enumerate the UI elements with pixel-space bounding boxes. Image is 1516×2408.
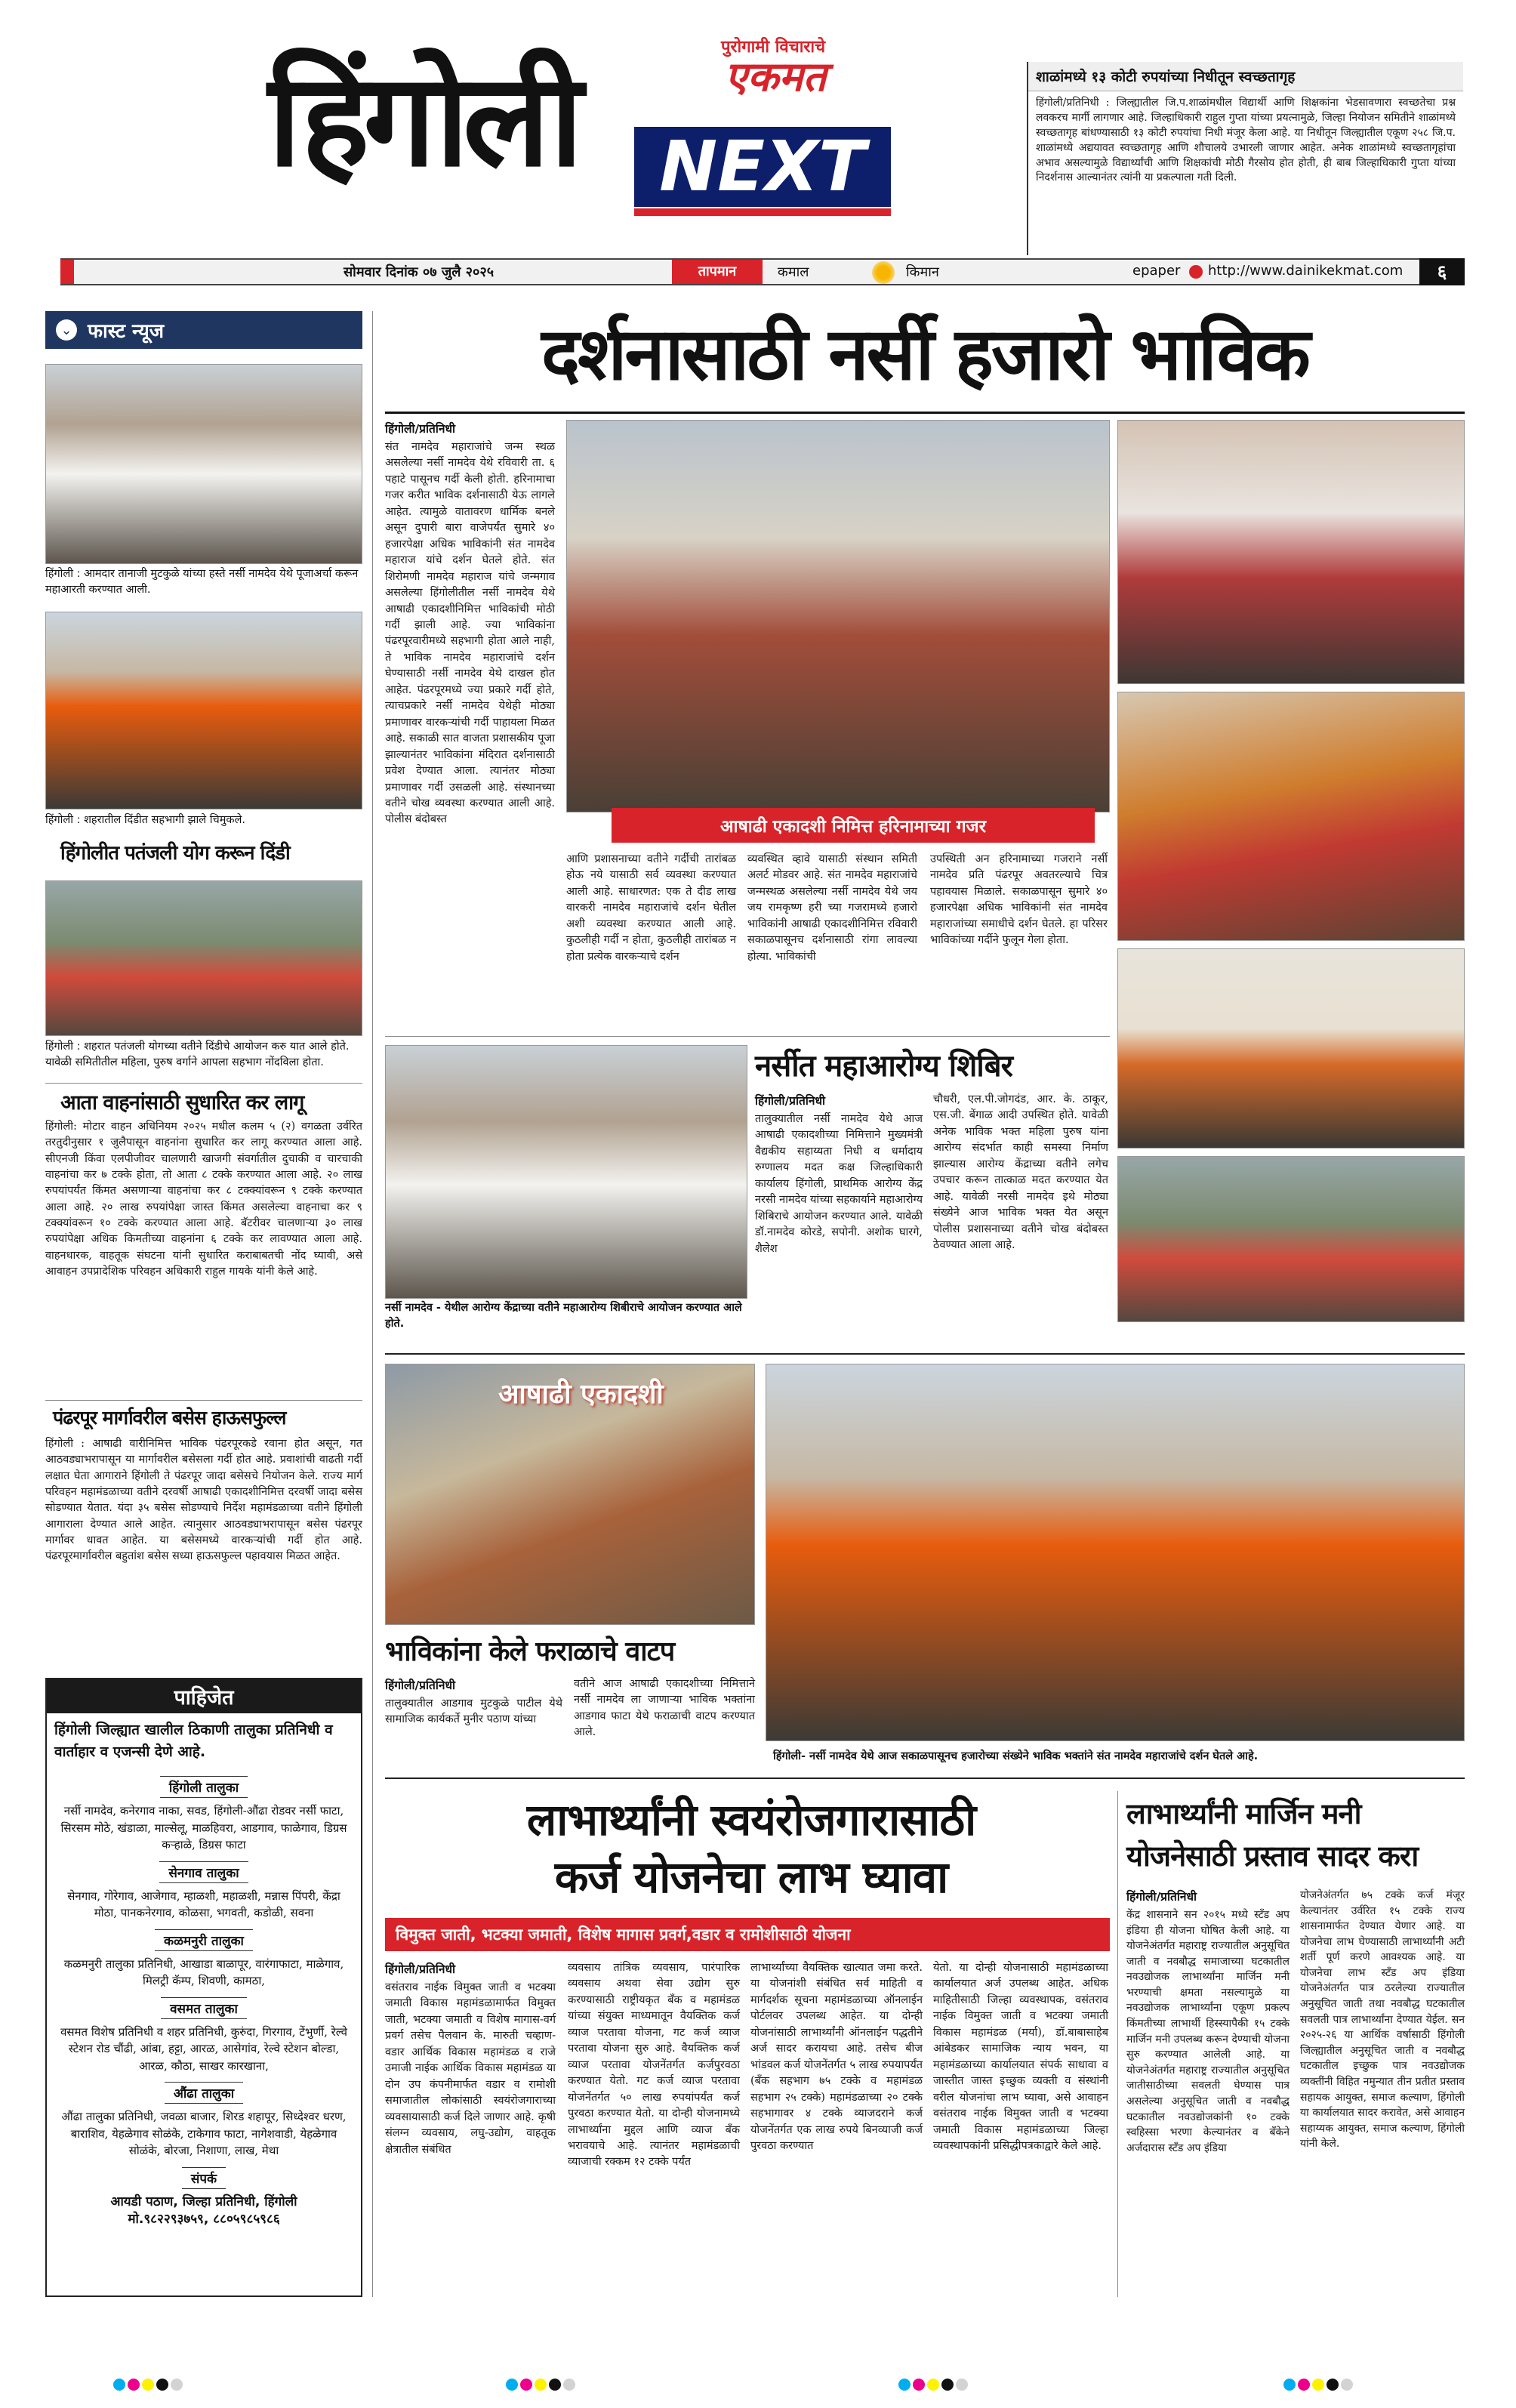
left-column-rule xyxy=(372,311,373,2297)
tax-body: हिंगोली: मोटार वाहन अधिनियम २०२५ मधील कलम ५ (२) वगळता उर्वरित तरतुदीनुसार १ जुलैपासून वाहनांना सुधारित कर लागू करण्यात आला आहे. सीएनजी किंवा एलपीजीवर चालणारी खाजगी संवर्गातील दुचाकी व चारचाकी वाहनांचा कर ७ टक्के होता, तो आता ८ टक्के करण्यात आला आहे. २० लाख रुपयांपर्यंत किंमत असणाऱ्या वाहनांचा कर ८ टक्क्यांवरून ९ टक्के करण्यात आला आहे. २० लाख रुपयांपेक्षा जास्त किंमत असलेल्या वाहनाचा कर ९ टक्क्यांवरून १० टक्के करण्यात आला आहे. बॅटरीवर चालणाऱ्या ३० लाख रुपयांपेक्षा अधिक किमतीच्या वाहनांना ६ टक्के कर लावण्यात आला आहे. वाहनधारक, वाहतूक संघटना यांनी सुधारित कराबाबतची नोंद घ्यावी, असे आवाहन उपप्रादेशिक परिवहन अधिकारी राहुल गायके यांनी केले आहे. xyxy=(45,1121,362,1278)
registration-marks-3 xyxy=(898,2379,970,2391)
lead-headline: दर्शनासाठी नर्सी हजारो भाविक xyxy=(541,312,1308,396)
next-logo: NEXT xyxy=(634,127,891,207)
photo-yoga-dindi xyxy=(45,880,362,1036)
wanted-body: हिंगोली जिल्ह्यात खालील ठिकाणी तालुका प्रतिनिधी व वार्ताहार व एजन्सी देणे आहे. xyxy=(54,1722,333,1760)
registration-marks-2 xyxy=(506,2379,578,2391)
divider-bus xyxy=(45,1400,362,1401)
fruit-text-1: तालुक्यातील आडगाव मुटकुळे पाटील येथे सामाजिक कार्यकर्ते मुनीर पठाण यांच्या xyxy=(385,1697,562,1726)
masthead-title: हिंगोली xyxy=(268,46,578,196)
reg-dot xyxy=(913,2379,925,2391)
wanted-ad xyxy=(45,1678,362,2297)
margin-text-1: केंद्र शासनाने सन २०१५ मध्ये स्टँड अप इंडिया ही योजना घोषित केली आहे. या योजनेअंतर्गत महाराष्ट्र राज्यातील अनुसूचित जाती व नवबौद्ध समाजाच्या घटकातील नवउद्योजक लाभार्थ्यांना मार्जिन मनी भरण्याची क्षमता नसल्यामुळे या नवउद्योजक लाभार्थ्यांना एकूण प्रकल्प किंमतीच्या लाभार्थी हिस्स्यापैकी १५ टक्के मार्जिन मनी उपलब्ध करून देण्याची योजना सुरु करण्यात आलेली आहे. या योजनेअंतर्गत महाराष्ट्र राज्यातील अनुसूचित जातीसाठीच्या सवलती घेण्यास पात्र असलेल्या अनुसूचित जाती व नवबौद्ध घटकातील नवउद्योजकांनी १० टक्के स्वहिस्सा भरणा केल्यानंतर व बँकेने अर्जदारास स्टँड अप इंडिया xyxy=(1126,1909,1290,2154)
health-caption: नर्सी नामदेव - येथील आरोग्य केंद्राच्या वतीने महाआरोग्य शिबीराचे आयोजन करण्यात आले होते. xyxy=(385,1302,742,1330)
loan-text-1: वसंतराव नाईक विमुक्त जाती व भटक्या जमाती विकास महामंडळामार्फत विमुक्त जाती, भटक्या जमाती व विशेष मागास-वर्ग प्रवर्ग तसेच पैलवान के. मारुती चव्हाण-वडार आर्थिक विकास महामंडळ व राजे उमाजी नाईक आर्थिक विकास महामंडळ या दोन उप कंपनीमार्फत वडार व रामोशी समाजातील लोकांसाठी स्वयंरोजगाराच्या व्यवसायासाठी कर्ज दिले जाणार आहे. कृषी संलग्न व्यवसाय, लघु-उद्योग, वाहतूक क्षेत्रातील संबंधित xyxy=(385,1981,556,2156)
epaper-label: epaper xyxy=(1132,263,1181,279)
fast-news-icon: ⌄ xyxy=(56,319,77,341)
lead-text-1: संत नामदेव महाराजांचे जन्म स्थळ असलेल्या नर्सी नामदेव येथे रविवारी ता. ६ पहाटे पासूनच गर्दी केली होती. हरिनामाचा गजर करीत भाविक दर्शनासाठी येऊ लागले आहेत. त्यामुळे वातावरण धार्मिक बनले असून दुपारी बारा वाजेपर्यंत सुमारे ४० हजारपेक्षा अधिक भाविकांनी संत नामदेव महाराज यांचे दर्शन घेतले होते. संत शिरोमणी नामदेव महाराज यांचे जन्मगाव असलेल्या हिंगोलीतील नर्सी नामदेव येथे आषाढी एकादशीनिमित्त भाविकांची मोठी गर्दी झाली आहे. ज्या भाविकांना पंढरपूरवारीमध्ये सहभागी होता आले नाही, ते भाविक नामदेव महाराजांचे दर्शन घेण्यासाठी नर्सी नामदेव येथे दाखल होत आहेत. पंढरपूरमध्ये ज्या प्रकारे गर्दी होते, त्याचप्रकारे नर्सी नामदेव येथेही मोठ्या प्रमाणावर वारकऱ्यांची गर्दी पाहायला मिळत आहे. सकाळी सात वाजता प्रशासकीय पूजा झाल्यानंतर भाविकांना मंदिरात दर्शनासाठी प्रवेश देण्यात आला. त्यानंतर मोठ्या प्रमाणावर गर्दी उसळली आहे. संस्थानच्या वतीने चोख व्यवस्था करण्यात आली आहे. पोलीस बंदोबस्त xyxy=(385,441,555,826)
lead-text-3: व्यवस्थित व्हावे यासाठी संस्थान समिती अलर्ट मोडवर आहे. संत नामदेव महाराजांचे जन्मस्थळ असलेल्या नर्सी नामदेव येथे जय जय रामकृष्ण हरी च्या गजरामध्ये हजारो भाविकांनी आषाढी एकादशीनिमित्त रविवारी सकाळपासूनच दर्शनासाठी रांगा लावल्या होत्या. भाविकांची xyxy=(747,853,917,963)
reg-dot xyxy=(1298,2379,1310,2391)
photo-health-camp xyxy=(385,1045,747,1299)
health-text-1: तालुक्यातील नर्सी नामदेव येथे आज आषाढी एकादशीच्या निमित्ताने मुख्यमंत्री वैद्यकीय सहाय्यता निधी व धर्मादाय रुग्णालय मदत कक्ष जिल्हाधिकारी कार्यालय हिंगोली, प्राथमिक आरोग्य केंद्र नरसी नामदेव यांच्या सहकार्याने महाआरोग्य शिबिराचे आयोजन करण्यात आले. यावेळी डॉ.नामदेव कोरडे, सपोनी. अशोक घारगे, शैलेश xyxy=(755,1113,923,1255)
page-number: ६ xyxy=(1419,258,1465,285)
taluka-aundha xyxy=(54,2082,353,2160)
website-link[interactable]: http://www.dainikekmat.com xyxy=(1208,263,1404,279)
taluka-hingoli-title: हिंगोली तालुका xyxy=(160,1776,248,1798)
divider-tax xyxy=(45,1083,362,1084)
reg-dot xyxy=(171,2379,183,2391)
reg-dot xyxy=(520,2379,532,2391)
taluka-sengaon xyxy=(54,1861,353,1922)
taluka-aundha-list: औंढा तालुका प्रतिनिधी, जवळा बाजार, शिरड शहापूर, सिध्देश्वर धरण, बाराशिव, येहळेगाव सोळंके, टाकेगाव फाटा, नागेशवाडी, येहळेगाव सोळंके, बोरजा, निशाणा, लाख, मेथा xyxy=(61,2110,347,2157)
reg-dot xyxy=(563,2379,575,2391)
taluka-kalamnuri xyxy=(54,1929,353,1990)
contact-title: संपर्क xyxy=(182,2167,226,2189)
taluka-vasmat-list: वसमत विशेष प्रतिनिधी व शहर प्रतिनिधी, कुरुंदा, गिरगाव, टेंभुर्णी, रेल्वे स्टेशन रोड चौंढी, आंबा, हट्टा, आरळ, आसेगांव, रेल्वे स्टेशन बोल्डा, आरळ, कौठा, साखर कारखाना, xyxy=(60,2024,347,2073)
reg-dot xyxy=(142,2379,154,2391)
caption-yoga: हिंगोली : शहरात पतंजली योगच्या वतीने दिंडीचे आयोजन करु यात आले होते. यावेळी समितीतील महिला, पुरुष वर्गाने आपला सहभाग नोंदविला होता. xyxy=(45,1041,350,1069)
health-top-rule xyxy=(385,1036,1110,1037)
loan-margin-rule xyxy=(1117,1791,1118,2297)
margin-headline-1: लाभार्थ्यांनी मार्जिन मनी xyxy=(1126,1797,1361,1830)
ekmat-tagline: पुरोगामी विचाराचे xyxy=(721,38,826,57)
contact-phone[interactable]: मो.९८२२९३७५९, ८८०५९८५९८६ xyxy=(128,2211,280,2227)
globe-icon xyxy=(1189,265,1203,279)
lead-rule xyxy=(385,412,1465,414)
contact xyxy=(54,2167,353,2227)
registration-marks-4 xyxy=(1283,2379,1355,2391)
loan-col1 xyxy=(385,1960,556,2158)
margin-col1 xyxy=(1126,1888,1290,2156)
headline-bus: पंढरपूर मार्गावरील बसेस हाऊसफुल्ल xyxy=(53,1407,286,1429)
date-bar-red-accent xyxy=(60,260,74,284)
reg-dot xyxy=(506,2379,518,2391)
margin-headline-2: योजनेसाठी प्रस्ताव सादर करा xyxy=(1126,1839,1419,1873)
reg-dot xyxy=(1341,2379,1353,2391)
next-underline xyxy=(634,208,891,216)
mid-rule xyxy=(385,1353,1465,1355)
lower-rule xyxy=(385,1777,1465,1779)
lead-byline: हिंगोली/प्रतिनिधी xyxy=(385,422,456,436)
temp-min: किमान xyxy=(906,264,939,280)
loan-ribbon: विमुक्त जाती, भटक्या जमाती, विशेष मागास प्रवर्ग,वडार व रामोशीसाठी योजना xyxy=(385,1918,1110,1951)
margin-text-2: योजनेअंतर्गत ७५ टक्के कर्ज मंजूर केल्यानंतर उर्वरित १५ टक्के राज्य शासनामार्फत देण्यात येणार आहे. या योजनेचा लाभ घेण्यासाठी लाभार्थ्यांनी अटी शर्ती पूर्ण करणे आवश्यक आहे. या योजनेचा लाभ स्टँड अप इंडिया योजनेअंतर्गत पात्र ठरलेल्या राज्यातील अनुसूचित जाती तथा नवबौद्ध घटकातील सवलती पात्र लाभार्थ्यांना देण्यात येईल. सन २०२५-२६ या आर्थिक वर्षासाठी हिंगोली जिल्ह्यातील अनुसूचित जाती व नवबौद्ध घटकातील इच्छुक पात्र नवउद्योजक व्यक्तींनी विहित नमुन्यात तीन प्रतीत प्रस्ताव सहायक आयुक्त, समाज कल्याण, हिंगोली या कार्यालयात सादर करावेत, असे आवाहन सहाय्यक आयुक्त, समाज कल्याण, हिंगोली यांनी केले. xyxy=(1300,1889,1465,2151)
taluka-vasmat-title: वसमत तालुका xyxy=(161,1997,247,2019)
health-byline: हिंगोली/प्रतिनिधी xyxy=(755,1094,826,1108)
caption-puja: हिंगोली : आमदार तानाजी मुटकुळे यांच्या हस्ते नर्सी नामदेव येथे पूजाअर्चा करून महाआरती करण्यात आली. xyxy=(45,568,359,597)
fruit-headline: भाविकांना केले फराळाचे वाटप xyxy=(385,1636,675,1667)
photo-puja xyxy=(45,364,362,564)
headline-yoga: हिंगोलीत पतंजली योग करून दिंडी xyxy=(60,842,290,865)
fruit-banner: आषाढी एकादशी xyxy=(498,1379,664,1410)
fruit-col1 xyxy=(385,1676,562,1728)
wanted-title: पाहिजेत xyxy=(47,1679,361,1713)
photo-ringan xyxy=(1117,1156,1465,1322)
temp-label: तापमान xyxy=(672,260,763,284)
top-news-box xyxy=(1027,62,1463,255)
contact-name: आयडी पठाण, जिल्हा प्रतिनिधी, हिंगोली xyxy=(110,2194,297,2209)
lead-text-2: आणि प्रशासनाच्या वतीने गर्दीची तारांबळ होऊ नये यासाठी सर्व व्यवस्था करण्यात आली आहे. साधारणत: एक ते दीड लाख वारकरी नामदेव महाराजांचे दर्शन घेतील अशी व्यवस्था करण्यात आली आहे. कुठलीही गर्दी न होता, कुठलीही तारांबळ न होता प्रत्येक वारकऱ्याचे दर्शन xyxy=(566,853,736,963)
top-news-body: हिंगोली/प्रतिनिधी : जिल्ह्यातील जि.प.शाळांमधील विद्यार्थी आणि शिक्षकांना भेडसावणारा स्वच्छतेचा प्रश्न लवकरच मार्गी लागणार आहे. जिल्हाधिकारी राहुल गुप्ता यांच्या प्रयत्नामुळे, जिल्हा नियोजन समितीने शाळांमध्ये स्वच्छतागृह बांधण्यासाठी १३ कोटी रुपयांचा निधी मंजूर केला आहे. या निधीतून जिल्ह्यातील एकूण २५८ जि.प. शाळांमध्ये अद्ययावत स्वच्छतागृह आणि शौचालये उभारली जाणार आहेत. अनेक शाळांमध्ये स्वच्छतागृहांचा अभाव असल्यामुळे विद्यार्थ्यांची आणि शिक्षकांची मोठी गैरसोय होत होती, ही बाब जिल्हाधिकारी गुप्ता यांच्या निदर्शनास आल्यानंतर त्यांनी या प्रकल्पाला गती दिली. xyxy=(1036,97,1456,184)
lead-text-4: उपस्थिती अन हरिनामाच्या गजराने नर्सी नामदेव प्रति पंढरपूर अवतरल्याचे चित्र पहावयास मिळाले. सकाळपासून सुमारे ४० हजारपेक्षा अधिक भाविकांनी संत नामदेव महाराजांच्या समाधीचे दर्शन घेतले. हा परिसर भाविकांच्या गर्दीने फुलून गेला होता. xyxy=(930,853,1108,947)
reg-dot xyxy=(927,2379,939,2391)
loan-headline-2: कर्ज योजनेचा लाभ घ्यावा xyxy=(554,1851,948,1903)
photo-temple-crowd xyxy=(566,420,1110,812)
health-col1 xyxy=(755,1092,923,1257)
reg-dot xyxy=(156,2379,168,2391)
headline-tax: आता वाहनांसाठी सुधारित कर लागू xyxy=(60,1091,304,1115)
fast-news-title: फास्ट न्यूज xyxy=(88,320,165,343)
loan-headline-1: लाभार्थ्यांनी स्वयंरोजगारासाठी xyxy=(526,1794,976,1845)
fruit-byline: हिंगोली/प्रतिनिधी xyxy=(385,1679,456,1692)
photo-palkhi xyxy=(1117,948,1465,1149)
bus-body: हिंगोली : आषाढी वारीनिमित्त भाविक पंढरपूरकडे रवाना होत असून, गत आठवड्याभरापासून या मार्गावरील बसेसला गर्दी होत आहे. प्रवाशांची वाढती गर्दी लक्षात घेता आगाराने हिंगोली ते पंढरपूर जादा बसेसचे नियोजन केले. राज्य मार्ग परिवहन महामंडळाच्या वतीने दरवर्षी आषाढी एकादशीनिमित्त दरवर्षी जादा बसेस सोडण्यात येतात. यंदा ३५ बसेस सोडण्याचे निर्देश महामंडळाच्या वतीने हिंगोली आगाराला देण्यात आले आहेत. त्यानुसार आठवड्याभरापासून बसेस पंढरपूर मार्गावर धावत आहेत. या बसेसमध्ये वारकऱ्यांची गर्दी होत आहे. पंढरपूरमार्गावरील बहुतांश बसेस सध्या हाऊसफुल्ल पहावयास मिळत आहेत. xyxy=(45,1438,362,1563)
reg-dot xyxy=(898,2379,911,2391)
reg-dot xyxy=(1312,2379,1324,2391)
taluka-kalamnuri-list: कळमनुरी तालुका प्रतिनिधी, आखाडा बाळापूर, वारंगाफाटा, माळेगाव, मिलट्री कॅम्प, शिवणी, कामठा, xyxy=(63,1956,344,1987)
margin-byline: हिंगोली/प्रतिनिधी xyxy=(1126,1890,1197,1904)
photo-aarti xyxy=(1117,692,1465,941)
loan-byline: हिंगोली/प्रतिनिधी xyxy=(385,1962,456,1976)
fruit-text-2: वतीने आज आषाढी एकादशीच्या निमित्ताने नर्सी नामदेव ला जाणाऱ्या भाविक भक्तांना आडगाव फाटा येथे फराळाची वाटप करण्यात आले. xyxy=(574,1678,755,1739)
sun-icon xyxy=(872,261,895,284)
taluka-sengaon-list: सेनगाव, गोरेगाव, आजेगाव, म्हाळशी, महाळशी, मन्नास पिंपरी, केंद्रा मोठा, पानकनेरगाव, कोळसा, भगवती, कडोळी, सवना xyxy=(67,1888,340,1919)
taluka-aundha-title: औंढा तालुका xyxy=(165,2082,243,2104)
date-text: सोमवार दिनांक ०७ जुलै २०२५ xyxy=(344,264,495,280)
taluka-hingoli-list: नर्सी नामदेव, कनेरगाव नाका, सवड, हिंगोली-औंढा रोडवर नर्सी फाटा, सिरसम मोठे, खंडाळा, माल्सेलू, माळहिवरा, आडगाव, फाळेगाव, डिग्रस कऱ्हाळे, डिग्रस फाटा xyxy=(60,1804,347,1851)
reg-dot xyxy=(1326,2379,1339,2391)
ekmat-logo: एकमत xyxy=(725,53,827,100)
procession-caption: हिंगोली- नर्सी नामदेव येथे आज सकाळपासूनच हजारोच्या संख्येने भाविक भक्तांने संत नामदेव महाराजांचे दर्शन घेतले आहे. xyxy=(773,1750,1259,1762)
reg-dot xyxy=(956,2379,968,2391)
registration-marks-1 xyxy=(113,2379,185,2391)
caption-children: हिंगोली : शहरातील दिंडीत सहभागी झाले चिमुकले. xyxy=(45,814,245,826)
health-text-2: चौधरी, एल.पी.जोगदंड, आर. के. ठाकूर, एस.जी. बेंगाळ आदी उपस्थित होते. यावेळी अनेक भाविक भक्त महिला पुरुष यांना आरोग्य संदर्भात काही समस्या निर्माण झाल्यास आरोग्य केंद्राच्या वतीने लगेच उपचार करून तात्काळ मदत करण्यात येत आहे. यावेळी नरसी नामदेव इथे मोठ्या संख्येने आज भाविक भक्त येत असून पोलीस प्रशासनाच्या वतीने चोख बंदोबस्त ठेवण्यात आला आहे. xyxy=(933,1093,1108,1252)
reg-dot xyxy=(1283,2379,1296,2391)
reg-dot xyxy=(549,2379,561,2391)
fast-news-header xyxy=(45,311,362,349)
loan-text-4: येतो. या दोन्ही योजनासाठी महामंडळाच्या कार्यालयात अर्ज उपलब्ध आहेत. अधिक माहितीसाठी जिल्हा व्यवस्थापक, वसंतराव नाईक विमुक्त जाती व भटक्या जमाती विकास महामंडळ (मर्या), डॉ.बाबासाहेब आंबेडकर सामाजिक न्याय भवन, या महामंडळाच्या कार्यालयात संपर्क साधावा व जास्तीत जास्त इच्छुक व्यक्ती व संस्थांनी वरील योजनांचा लाभ घ्यावा, असे आवाहन वसंतराव नाईक विमुक्त जाती व भटक्या जमाती विकास महामंडळाच्या जिल्हा व्यवस्थापकांनी प्रसिद्धीपत्रकाद्वारे केले आहे. xyxy=(933,1962,1108,2152)
taluka-kalamnuri-title: कळमनुरी तालुका xyxy=(155,1929,253,1951)
reg-dot xyxy=(128,2379,140,2391)
photo-flag-procession xyxy=(766,1364,1465,1741)
reg-dot xyxy=(113,2379,125,2391)
temp-max: कमाल xyxy=(778,264,809,280)
taluka-hingoli xyxy=(54,1776,353,1854)
loan-text-3: लाभार्थ्यांच्या वैयक्तिक खात्यात जमा करते. या योजनांशी संबंधित सर्व माहिती व मार्गदर्शक सूचना महामंडळाच्या ऑनलाईन पोर्टलवर उपलब्ध आहेत. या दोन्ही योजनांसाठी लाभार्थ्यांनी ऑनलाईन पद्धतीने अर्ज सादर करायचा आहे. तसेच बीज भांडवल कर्ज योजनेंतर्गत ५ लाख रुपयापर्यंत (बँक सहभाग ७५ टक्के व महामंडळ सहभाग २५ टक्के) महामंडळाच्या २० टक्के सहभागावर ४ टक्के व्याजदराने कर्ज योजनेंतर्गत एक लाख रुपये बिनव्याजी कर्ज पुरवठा करण्यात xyxy=(750,1962,923,2152)
lead-col1 xyxy=(385,420,555,828)
photo-children-dindi xyxy=(45,612,362,809)
reg-dot xyxy=(535,2379,547,2391)
lead-ribbon: आषाढी एकादशी निमित्त हरिनामाच्या गजर xyxy=(612,808,1095,843)
top-news-headline: शाळांमध्ये १३ कोटी रुपयांच्या निधीतून स्वच्छतागृह xyxy=(1028,62,1463,91)
loan-text-2: व्यवसाय तांत्रिक व्यवसाय, पारंपारिक व्यवसाय अथवा सेवा उद्योग सुरु करण्यासाठी राष्ट्रीयकृत बँक व महामंडळ यांच्या संयुक्त माध्यमातून वैयक्तिक कर्ज व्याज परतावा योजना, गट कर्ज व्याज परतावा योजना सुरु आहे. वैयक्तिक कर्ज व्याज परतावा योजनेंतर्गत कर्जपुरवठा करण्यात येतो. गट कर्ज व्याज परतावा योजनेंतर्गत ५० लाख रुपयांपर्यंत कर्ज पुरवठा करण्यात येतो. या दोन्ही योजनामध्ये लाभार्थ्यांना मुद्दल आणि व्याज बँक भरावयाचे आहे. त्यानंतर महामंडळाची व्याजाची रक्कम १२ टक्के पर्यंत xyxy=(568,1962,740,2169)
health-headline: नर्सीत महाआरोग्य शिबिर xyxy=(755,1049,1012,1084)
reg-dot xyxy=(941,2379,954,2391)
taluka-sengaon-title: सेनगाव तालुका xyxy=(159,1861,248,1883)
photo-idol xyxy=(1117,420,1465,684)
taluka-vasmat xyxy=(54,1997,353,2075)
